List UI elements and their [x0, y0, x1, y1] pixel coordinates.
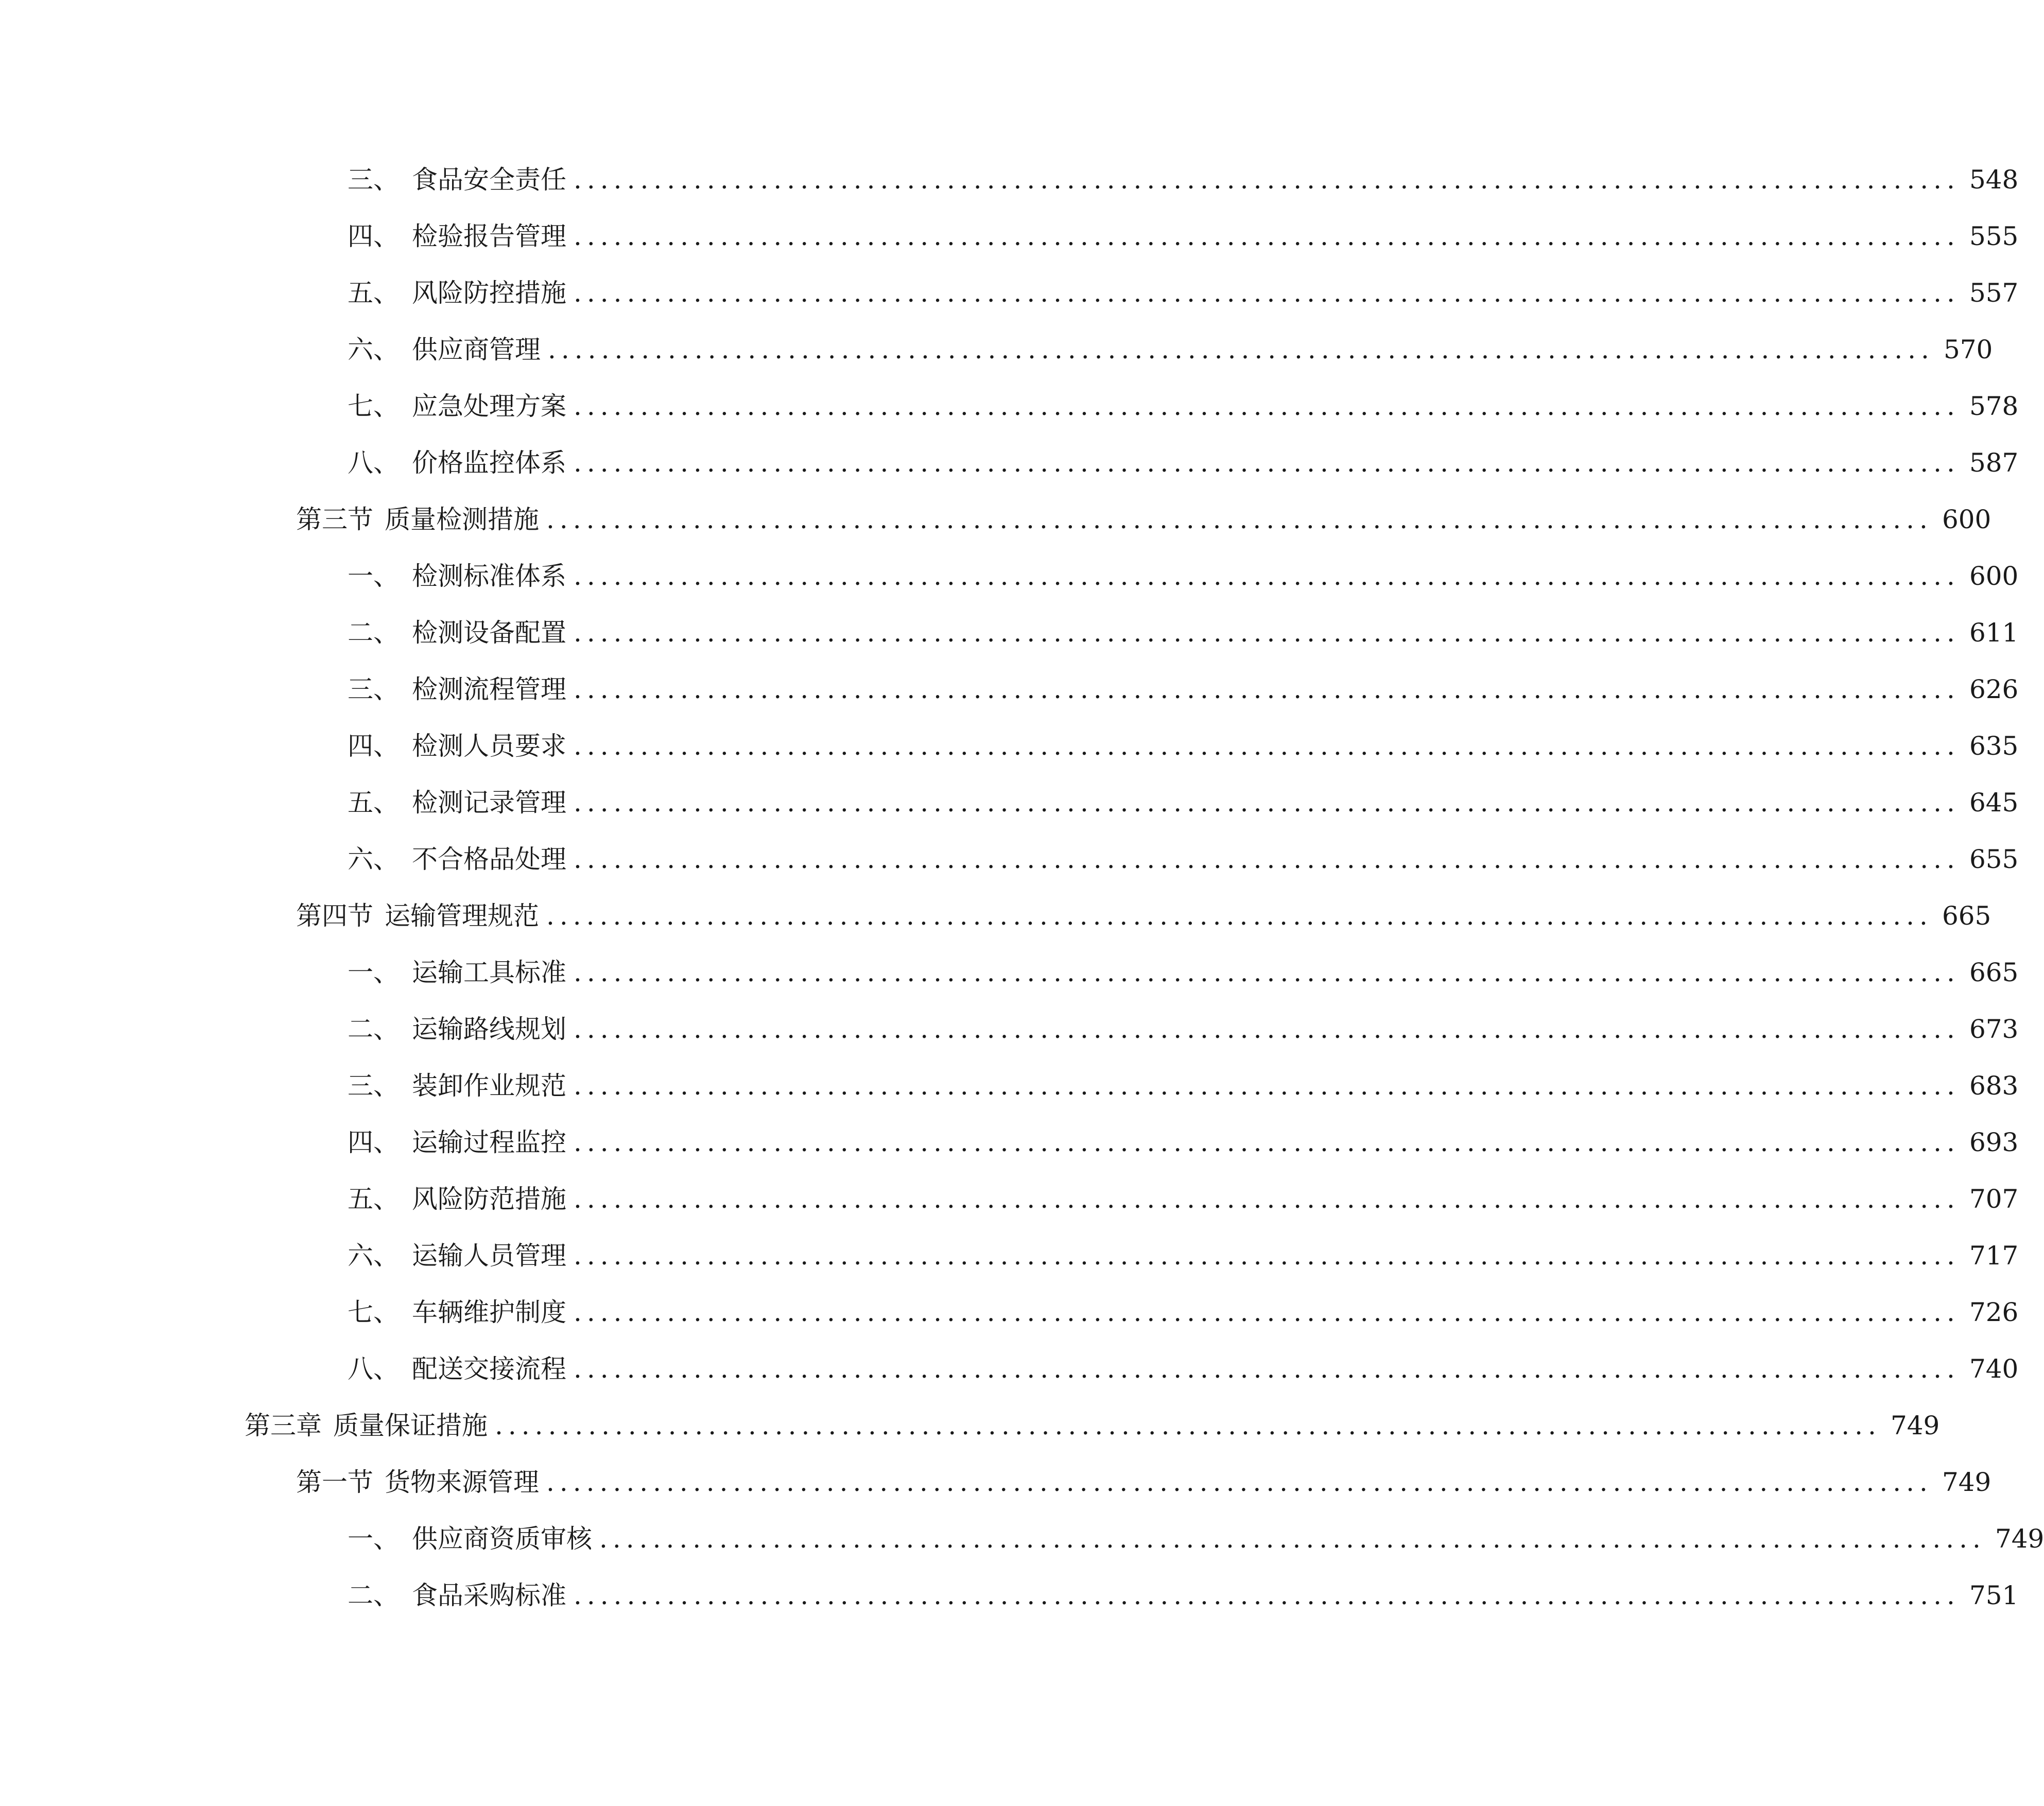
toc-entry-number: 六、: [348, 335, 399, 364]
toc-entry[interactable]: [348, 442, 2019, 483]
dot-leader: ........................................................................................................: [574, 674, 1960, 704]
toc-section-title: 质量检测措施: [385, 505, 539, 534]
toc-entry-page: 557: [1969, 278, 2019, 308]
dot-leader: ........................................................................................................: [574, 844, 1960, 874]
toc-entry-title: 运输路线规划: [412, 1014, 566, 1044]
toc-entry-page: 645: [1969, 788, 2019, 818]
toc-entry-page: 683: [1969, 1071, 2019, 1101]
toc-entry[interactable]: [348, 669, 2019, 710]
toc-entry[interactable]: [348, 1348, 2019, 1390]
toc-entry[interactable]: [348, 1518, 2044, 1559]
toc-entry-number: 八、: [348, 448, 399, 478]
toc-entry-title: 食品采购标准: [412, 1581, 566, 1610]
toc-entry-number: 三、: [348, 1071, 399, 1101]
toc-entry[interactable]: [348, 1065, 2019, 1106]
dot-leader: ........................................................................................................: [574, 1354, 1960, 1384]
toc-section-title: 货物来源管理: [385, 1467, 539, 1497]
toc-entry-page: 673: [1969, 1014, 2019, 1044]
toc-entry-page: 693: [1969, 1127, 2019, 1157]
toc-entry[interactable]: [348, 1292, 2019, 1333]
toc-entry-page: 749: [1995, 1524, 2044, 1554]
toc-entry-page: 717: [1969, 1241, 2019, 1271]
dot-leader: ........................................................................................................: [546, 901, 1933, 931]
toc-entry-number: 七、: [348, 1297, 399, 1327]
toc-entry-number: 四、: [348, 731, 399, 761]
toc-entry[interactable]: [348, 216, 2019, 257]
toc-entry-number: 四、: [348, 221, 399, 251]
dot-leader: ........................................................................................................: [574, 1127, 1960, 1157]
toc-section[interactable]: [296, 499, 1991, 540]
toc-entry-title: 不合格品处理: [412, 844, 566, 874]
toc-section-page: 749: [1942, 1467, 1991, 1497]
dot-leader: ........................................................................................................: [574, 1297, 1960, 1327]
toc-entry-title: 风险防控措施: [412, 278, 566, 308]
toc-entry-page: 751: [1969, 1581, 2019, 1610]
toc-entry-title: 运输人员管理: [412, 1241, 566, 1271]
dot-leader: ........................................................................................................: [574, 731, 1960, 761]
dot-leader: ........................................................................................................: [574, 221, 1960, 251]
dot-leader: ........................................................................................................: [574, 391, 1960, 421]
toc-entry[interactable]: [348, 1009, 2019, 1050]
dot-leader: ........................................................................................................: [495, 1411, 1881, 1440]
toc-entry-page: 570: [1943, 335, 1993, 364]
toc-entry-number: 二、: [348, 618, 399, 648]
toc-entry-title: 食品安全责任: [412, 165, 566, 195]
toc-entry-title: 车辆维护制度: [412, 1297, 566, 1327]
toc-entry-page: 655: [1969, 844, 2019, 874]
toc-entry[interactable]: [348, 1235, 2019, 1276]
toc-entry-page: 707: [1969, 1184, 2019, 1214]
toc-entry[interactable]: [348, 1122, 2019, 1163]
toc-section-number: 第四节: [296, 901, 373, 931]
dot-leader: ........................................................................................................: [574, 1014, 1960, 1044]
toc-entry-title: 检测标准体系: [412, 561, 566, 591]
toc-entry-page: 635: [1969, 731, 2019, 761]
toc-chapter-title: 质量保证措施: [333, 1411, 488, 1440]
toc-entry-page: 611: [1969, 618, 2019, 648]
toc-entry-number: 五、: [348, 1184, 399, 1214]
toc-chapter[interactable]: [245, 1405, 1940, 1446]
toc-entry-number: 一、: [348, 958, 399, 987]
toc-entry-page: 587: [1969, 448, 2019, 478]
toc-entry-title: 检验报告管理: [412, 221, 566, 251]
dot-leader: ........................................................................................................: [574, 1071, 1960, 1101]
toc-entry-number: 五、: [348, 278, 399, 308]
toc-entry[interactable]: [348, 386, 2019, 427]
toc-entry-number: 六、: [348, 1241, 399, 1271]
toc-entry-page: 578: [1969, 391, 2019, 421]
toc-entry-page: 726: [1969, 1297, 2019, 1327]
toc-entry-page: 600: [1969, 561, 2019, 591]
toc-entry-page: 626: [1969, 674, 2019, 704]
toc-entry-number: 二、: [348, 1014, 399, 1044]
toc-entry-title: 应急处理方案: [412, 391, 566, 421]
toc-entry-page: 740: [1969, 1354, 2019, 1384]
toc-entry[interactable]: [348, 952, 2019, 993]
dot-leader: ........................................................................................................: [574, 958, 1960, 987]
dot-leader: ........................................................................................................: [574, 618, 1960, 648]
toc-entry-page: 665: [1969, 958, 2019, 987]
toc-entry-title: 运输过程监控: [412, 1127, 566, 1157]
toc-entry[interactable]: [348, 159, 2019, 200]
dot-leader: ........................................................................................................: [574, 278, 1960, 308]
toc-section[interactable]: [296, 895, 1991, 936]
toc-chapter-page: 749: [1890, 1411, 1940, 1440]
toc-entry-title: 检测设备配置: [412, 618, 566, 648]
toc-entry-title: 供应商管理: [412, 335, 541, 364]
toc-entry[interactable]: [348, 329, 1993, 370]
dot-leader: ........................................................................................................: [574, 165, 1960, 195]
toc-entry-number: 三、: [348, 674, 399, 704]
toc-entry[interactable]: [348, 725, 2019, 767]
toc-section-page: 600: [1942, 505, 1991, 534]
dot-leader: ........................................................................................................: [574, 788, 1960, 818]
toc-entry-title: 运输工具标准: [412, 958, 566, 987]
toc-entry-title: 检测人员要求: [412, 731, 566, 761]
toc-section-number: 第三节: [296, 505, 373, 534]
toc-entry-title: 装卸作业规范: [412, 1071, 566, 1101]
toc-entry[interactable]: [348, 1575, 2019, 1616]
toc-section-page: 665: [1942, 901, 1991, 931]
dot-leader: ........................................................................................................: [574, 1184, 1960, 1214]
toc-entry-title: 供应商资质审核: [412, 1524, 592, 1554]
toc-entry-number: 六、: [348, 844, 399, 874]
toc-entry[interactable]: [348, 1178, 2019, 1220]
toc-section[interactable]: [296, 1462, 1991, 1503]
toc-entry-number: 四、: [348, 1127, 399, 1157]
toc-entry-number: 七、: [348, 391, 399, 421]
dot-leader: ........................................................................................................: [574, 1581, 1960, 1610]
toc-entry-title: 价格监控体系: [412, 448, 566, 478]
dot-leader: ........................................................................................................: [548, 335, 1934, 364]
toc-section-number: 第一节: [296, 1467, 373, 1497]
toc-entry-number: 八、: [348, 1354, 399, 1384]
toc-entry-title: 风险防范措施: [412, 1184, 566, 1214]
toc-entry-number: 二、: [348, 1581, 399, 1610]
toc-entry-page: 548: [1969, 165, 2019, 195]
toc-entry-title: 检测流程管理: [412, 674, 566, 704]
toc-entry[interactable]: [348, 782, 2019, 823]
toc-entry-page: 555: [1969, 221, 2019, 251]
toc-entry-number: 一、: [348, 561, 399, 591]
toc-entry-title: 检测记录管理: [412, 788, 566, 818]
toc-entry-number: 五、: [348, 788, 399, 818]
toc-section-title: 运输管理规范: [385, 901, 539, 931]
toc-entry[interactable]: [348, 272, 2019, 314]
toc-entry[interactable]: [348, 612, 2019, 653]
toc-entry[interactable]: [348, 555, 2019, 597]
toc-entry-title: 配送交接流程: [412, 1354, 566, 1384]
dot-leader: ........................................................................................................: [546, 1467, 1933, 1497]
dot-leader: ........................................................................................................: [599, 1524, 1986, 1554]
dot-leader: ........................................................................................................: [574, 561, 1960, 591]
toc-entry-number: 一、: [348, 1524, 399, 1554]
toc-entry[interactable]: [348, 839, 2019, 880]
toc-entry-number: 三、: [348, 165, 399, 195]
dot-leader: ........................................................................................................: [546, 505, 1933, 534]
dot-leader: ........................................................................................................: [574, 1241, 1960, 1271]
dot-leader: ........................................................................................................: [574, 448, 1960, 478]
toc-chapter-number: 第三章: [245, 1411, 322, 1440]
